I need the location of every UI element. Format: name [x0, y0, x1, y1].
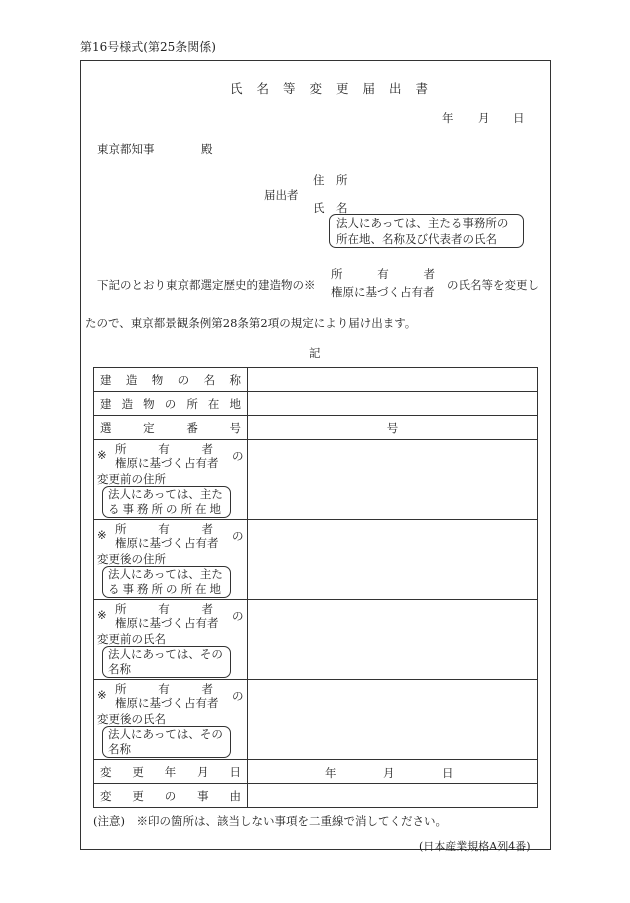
- change-date-year: 年: [325, 765, 337, 780]
- body-text-part2: の氏名等を変更し: [447, 278, 539, 292]
- bn-char-3: 物: [151, 372, 164, 387]
- change-date-month: 月: [383, 765, 395, 780]
- body-choice-occupant: 権原に基づく占有者: [331, 285, 435, 299]
- name-before-label-cell: [94, 600, 248, 680]
- row-change-date: [94, 760, 538, 784]
- particle-1: の: [232, 449, 244, 463]
- o4-a: 所: [115, 682, 127, 696]
- subject-3: 変更前の氏名: [97, 632, 166, 646]
- bl-char-1: 建: [100, 396, 112, 411]
- cd-char-1: 変: [100, 764, 112, 779]
- bn-char-6: 称: [229, 372, 241, 387]
- corp-note-1a: 法人にあっては、主た: [108, 487, 223, 501]
- number-unit: 号: [386, 420, 399, 435]
- subject-2: 変更後の住所: [97, 552, 166, 566]
- addressee: 東京都知事: [97, 142, 155, 156]
- row-building-location: [94, 392, 538, 416]
- o3-c: 者: [201, 602, 213, 616]
- o2-a: 所: [115, 522, 127, 536]
- building-name-field[interactable]: [248, 368, 538, 392]
- o3-a: 所: [115, 602, 127, 616]
- row-selection-number: [94, 416, 538, 440]
- corp-note-4b: 名称: [108, 742, 131, 756]
- row-address-before: [94, 440, 538, 520]
- address-before-field[interactable]: [248, 440, 538, 520]
- name-before-field[interactable]: [248, 600, 538, 680]
- particle-3: の: [232, 609, 244, 623]
- applicant-corp-note-2: 所在地、名称及び代表者の氏名: [336, 232, 497, 246]
- selection-number-label: [100, 420, 241, 436]
- o1-c: 者: [201, 442, 213, 456]
- ki-heading: 記: [309, 346, 321, 360]
- o2-c: 者: [201, 522, 213, 536]
- applicant-label: 届出者: [264, 188, 299, 202]
- date-day: 日: [513, 111, 525, 125]
- occupant-3: 権原に基づく占有者: [115, 616, 219, 630]
- form-table: [93, 367, 538, 808]
- row-change-reason: [94, 784, 538, 808]
- selection-number-label-cell: [94, 416, 248, 440]
- change-date-day: 日: [442, 765, 454, 780]
- change-date-label: [100, 764, 241, 780]
- applicant-name-label: 氏 名: [313, 201, 348, 215]
- occupant-1: 権原に基づく占有者: [115, 456, 219, 470]
- change-date-field[interactable]: [248, 760, 538, 784]
- row-building-name: [94, 368, 538, 392]
- o4-b: 有: [158, 682, 170, 696]
- corp-note-2b: る事務所の所在地: [108, 582, 224, 596]
- bl-char-7: 地: [229, 396, 241, 411]
- o1-b: 有: [158, 442, 170, 456]
- corp-note-1b: る事務所の所在地: [108, 502, 224, 516]
- paper-size-footer: (日本産業規格A列4番): [419, 840, 531, 853]
- building-location-label: [100, 396, 241, 412]
- row-name-after: [94, 680, 538, 760]
- cr-char-5: 由: [229, 788, 241, 803]
- bl-char-5: 所: [186, 396, 198, 411]
- body-choice-owner: [331, 266, 435, 282]
- bl-char-6: 在: [207, 396, 220, 411]
- cd-char-4: 月: [197, 764, 209, 779]
- change-reason-label: [100, 788, 241, 804]
- bn-char-2: 造: [125, 372, 138, 387]
- caution-note: (注意) ※印の箇所は、該当しない事項を二重線で消してください。: [93, 814, 447, 828]
- address-before-label-cell: [94, 440, 248, 520]
- subject-1: 変更前の住所: [97, 472, 166, 486]
- bn-char-1: 建: [100, 372, 112, 387]
- bl-char-3: 物: [143, 396, 155, 411]
- corp-note-4a: 法人にあっては、その: [108, 727, 223, 741]
- building-name-label-cell: [94, 368, 248, 392]
- corp-note-2a: 法人にあっては、主た: [108, 567, 223, 581]
- sn-char-4: 号: [229, 420, 241, 435]
- cd-char-3: 年: [164, 764, 177, 779]
- applicant-address-label: 住 所: [313, 173, 348, 187]
- name-after-field[interactable]: [248, 680, 538, 760]
- date-month: 月: [478, 111, 490, 125]
- form-number: 第16号様式(第25条関係): [80, 40, 216, 54]
- date-year: 年: [442, 111, 454, 125]
- bl-char-2: 造: [121, 396, 134, 411]
- row-address-after: [94, 520, 538, 600]
- o2-b: 有: [158, 522, 170, 536]
- row-name-before: [94, 600, 538, 680]
- cr-char-1: 変: [100, 788, 112, 803]
- document-title: 氏名等変更届出書: [230, 81, 443, 96]
- name-after-label-cell: [94, 680, 248, 760]
- mark-1: ※: [97, 448, 107, 462]
- o4-c: 者: [201, 682, 213, 696]
- mark-3: ※: [97, 608, 107, 622]
- o3-b: 有: [158, 602, 170, 616]
- corp-note-3a: 法人にあっては、その: [108, 647, 223, 661]
- subject-4: 変更後の氏名: [97, 712, 166, 726]
- building-name-label: [100, 372, 241, 388]
- sn-char-3: 番: [186, 420, 198, 435]
- owner-char-2: 有: [377, 267, 389, 281]
- cr-char-4: 事: [197, 788, 209, 803]
- bl-char-4: の: [164, 396, 177, 411]
- corp-note-3b: 名称: [108, 662, 131, 676]
- bn-char-4: の: [177, 372, 190, 387]
- o1-a: 所: [115, 442, 127, 456]
- body-text-line2: たので、東京都景観条例第28条第2項の規定により届け出ます。: [85, 316, 417, 330]
- body-text-part1: 下記のとおり東京都選定歴史的建造物の※: [97, 278, 316, 292]
- change-date-label-cell: [94, 760, 248, 784]
- occupant-2: 権原に基づく占有者: [115, 536, 219, 550]
- cd-char-2: 更: [132, 764, 144, 779]
- occupant-4: 権原に基づく占有者: [115, 696, 219, 710]
- owner-char-1: 所: [331, 267, 343, 281]
- particle-4: の: [232, 689, 244, 703]
- bn-char-5: 名: [203, 372, 216, 387]
- sn-char-1: 選: [100, 420, 112, 435]
- cd-char-5: 日: [229, 764, 241, 779]
- address-after-label-cell: [94, 520, 248, 600]
- building-location-label-cell: [94, 392, 248, 416]
- owner-char-3: 者: [423, 267, 435, 281]
- address-after-field[interactable]: [248, 520, 538, 600]
- applicant-corp-note-1: 法人にあっては、主たる事務所の: [336, 216, 509, 230]
- cr-char-2: 更: [132, 788, 144, 803]
- change-reason-label-cell: [94, 784, 248, 808]
- cr-char-3: の: [164, 788, 177, 803]
- mark-2: ※: [97, 528, 107, 542]
- particle-2: の: [232, 529, 244, 543]
- mark-4: ※: [97, 688, 107, 702]
- building-location-field[interactable]: [248, 392, 538, 416]
- addressee-honorific: 殿: [201, 142, 213, 156]
- selection-number-field[interactable]: [248, 416, 538, 440]
- sn-char-2: 定: [143, 420, 155, 435]
- change-reason-field[interactable]: [248, 784, 538, 808]
